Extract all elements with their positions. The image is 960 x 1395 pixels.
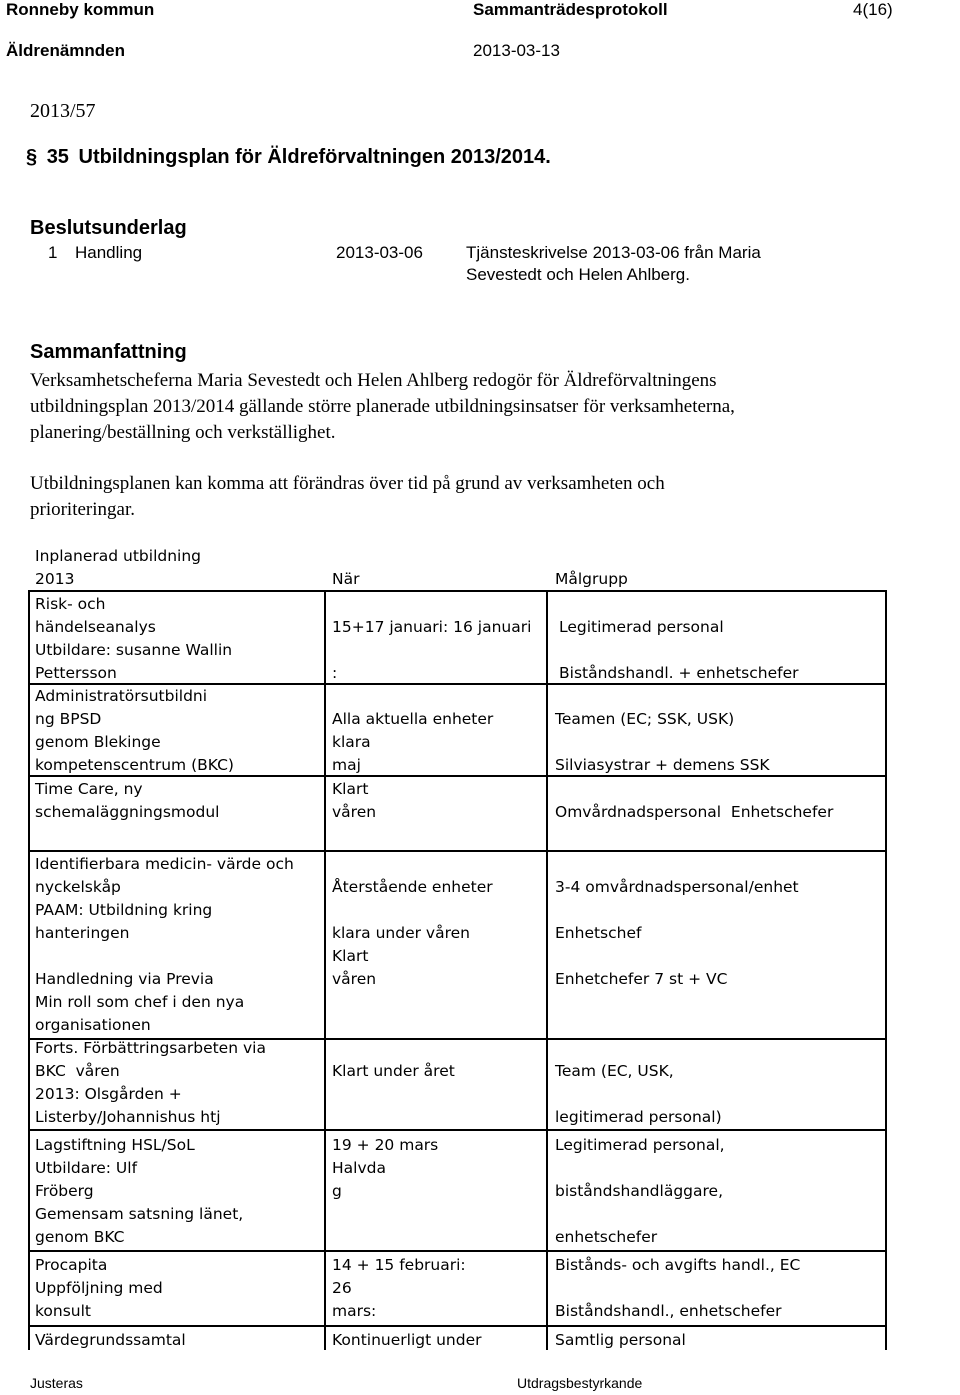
cell-line: Gemensam satsning länet, [35, 1205, 244, 1223]
cell-line [332, 899, 493, 922]
cell-line: Enhetschef [555, 924, 642, 942]
cell-line: Min roll som chef i den nya [35, 993, 245, 1011]
cell-line: Lagstiftning HSL/SoL [35, 1136, 195, 1154]
table-line [546, 590, 548, 1350]
cell-line [555, 945, 799, 968]
cell-line [555, 1157, 725, 1180]
cell-line: 26 [332, 1279, 352, 1297]
cell-line: Time Care, ny [35, 780, 143, 798]
cell-line [35, 945, 294, 968]
cell-line: klara [332, 733, 371, 751]
table-row-7-when [332, 1254, 466, 1323]
cell-line: Teamen (EC; SSK, USK) [555, 710, 735, 728]
cell-line: klara under våren [332, 924, 470, 942]
cell-line: Klart under året [332, 1062, 455, 1080]
cell-line: Värdegrundssamtal [35, 1331, 186, 1349]
cell-line: Enhetchefer 7 st + VC [555, 970, 728, 988]
cell-line: Fröberg [35, 1182, 94, 1200]
cell-line: kompetenscentrum (BKC) [35, 756, 234, 774]
cell-line: g [332, 1182, 342, 1200]
column-header-when: När [332, 570, 360, 588]
table-row-5-course [35, 1037, 266, 1129]
cell-line: våren [332, 803, 377, 821]
cell-line: enhetschefer [555, 1228, 658, 1246]
cell-line: PAAM: Utbildning kring [35, 901, 213, 919]
table-line [28, 1250, 886, 1252]
cell-line: 3-4 omvårdnadspersonal/enhet [555, 878, 799, 896]
cell-line [559, 639, 799, 662]
table-line [324, 590, 326, 1350]
cell-line: Halvda [332, 1159, 386, 1177]
table-row-4-target [555, 853, 799, 991]
cell-line: Samtlig personal [555, 1331, 686, 1349]
cell-line [332, 853, 493, 876]
cell-line: Legitimerad personal, [555, 1136, 725, 1154]
cell-line: Utbildare: susanne Wallin [35, 641, 233, 659]
table-row-3-target [555, 778, 833, 824]
section-heading [26, 146, 551, 169]
footer-initials-label: Justeras [30, 1375, 83, 1391]
table-row-2-when [332, 685, 493, 777]
summary-p1-line: utbildningsplan 2013/2014 gällande större planerade utbildningsinsatser för verksamheterna, [30, 396, 735, 417]
table-row-6-when [332, 1134, 438, 1203]
table-line [28, 590, 886, 592]
table-row-6-course [35, 1134, 243, 1249]
table-row-6-target [555, 1134, 725, 1249]
summary-p1-line: Verksamhetscheferna Maria Sevestedt och Helen Ahlberg redogör för Äldreförvaltningens [30, 370, 717, 391]
table-line [28, 590, 30, 1350]
cell-line [555, 1037, 722, 1060]
table-row-8-target [555, 1329, 686, 1352]
table-line [28, 1325, 886, 1327]
cell-line: Biståndshandl., enhetschefer [555, 1302, 782, 1320]
summary-heading: Sammanfattning [30, 341, 187, 363]
cell-line [332, 1037, 455, 1060]
basis-item-number: 1 [48, 243, 58, 262]
cell-line: 2013: Olsgården + [35, 1085, 182, 1103]
table-row-4-when [332, 853, 493, 991]
meeting-date: 2013-03-13 [473, 41, 560, 60]
cell-line [332, 593, 531, 616]
table-row-1-when [332, 593, 531, 685]
table-row-3-course [35, 778, 219, 824]
cell-line: Listerby/Johannishus htj [35, 1108, 221, 1126]
cell-line: Forts. Förbättringsarbeten via [35, 1039, 266, 1057]
table-row-5-target [555, 1037, 722, 1129]
basis-item-description-line2: Sevestedt och Helen Ahlberg. [466, 265, 690, 284]
cell-line [555, 685, 770, 708]
table-row-3-when [332, 778, 376, 824]
cell-line: händelseanalys [35, 618, 156, 636]
cell-line: Team (EC, USK, [555, 1062, 674, 1080]
cell-line: Biståndshandl. + enhetschefer [559, 664, 799, 682]
table-row-2-target [555, 685, 770, 777]
cell-line: genom BKC [35, 1228, 125, 1246]
municipality-name: Ronneby kommun [6, 0, 155, 19]
cell-line: mars: [332, 1302, 377, 1320]
page-number: 4(16) [853, 0, 893, 19]
table-row-8-course [35, 1329, 186, 1352]
section-symbol: § [26, 146, 38, 168]
table-row-7-target [555, 1254, 800, 1323]
basis-item-type: Handling [75, 243, 143, 262]
cell-line: Administratörsutbildni [35, 687, 208, 705]
table-caption: Inplanerad utbildning [35, 547, 202, 565]
cell-line [555, 778, 833, 801]
cell-line [555, 731, 770, 754]
basis-item-description-line1: Tjänsteskrivelse 2013-03-06 från Maria [466, 243, 761, 262]
cell-line: organisationen [35, 1016, 151, 1034]
cell-line: maj [332, 756, 361, 774]
cell-line: Återstående enheter [332, 878, 493, 896]
table-row-1-course [35, 593, 232, 685]
cell-line [332, 685, 493, 708]
cell-line: genom Blekinge [35, 733, 161, 751]
table-row-8-when [332, 1329, 482, 1352]
summary-paragraph-2 [30, 471, 665, 523]
cell-line: hanteringen [35, 924, 130, 942]
cell-line: biståndshandläggare, [555, 1182, 723, 1200]
summary-paragraph-1 [30, 368, 735, 446]
cell-line: Handledning via Previa [35, 970, 214, 988]
cell-line: 14 + 15 februari: [332, 1256, 466, 1274]
table-row-4-course [35, 853, 294, 1037]
cell-line [555, 1277, 800, 1300]
cell-line: legitimerad personal) [555, 1108, 722, 1126]
cell-line [555, 853, 799, 876]
document-type: Sammanträdesprotokoll [473, 0, 668, 19]
cell-line: Risk- och [35, 595, 106, 613]
cell-line [555, 1203, 725, 1226]
cell-line: Pettersson [35, 664, 117, 682]
cell-line: BKC våren [35, 1062, 120, 1080]
cell-line: Alla aktuella enheter [332, 710, 494, 728]
table-line [28, 1129, 886, 1131]
summary-p1-line: planering/beställning och verkställighet. [30, 422, 336, 443]
board-name: Äldrenämnden [6, 41, 126, 60]
summary-p2-line: Utbildningsplanen kan komma att förändras över tid på grund av verksamheten och [30, 473, 665, 494]
basis-item-date: 2013-03-06 [336, 243, 423, 262]
cell-line [559, 593, 799, 616]
cell-line: Utbildare: Ulf [35, 1159, 138, 1177]
cell-line: 15+17 januari: 16 januari [332, 618, 532, 636]
table-row-2-course [35, 685, 234, 777]
summary-p2-line: prioriteringar. [30, 499, 135, 520]
cell-line: Kontinuerligt under [332, 1331, 482, 1349]
table-line [28, 850, 886, 852]
cell-line: nyckelskåp [35, 878, 121, 896]
table-line [885, 590, 887, 1350]
table-row-1-target [559, 593, 799, 685]
cell-line: våren [332, 970, 377, 988]
cell-line: Uppföljning med [35, 1279, 163, 1297]
cell-line: : [332, 664, 338, 682]
cell-line: Identifierbara medicin- värde och [35, 855, 294, 873]
footer-certification-label: Utdragsbestyrkande [517, 1375, 643, 1391]
column-header-year: 2013 [35, 570, 75, 588]
cell-line: Omvårdnadspersonal Enhetschefer [555, 803, 834, 821]
cell-line: Bistånds- och avgifts handl., EC [555, 1256, 801, 1274]
section-number: 35 [46, 146, 69, 168]
table-row-7-course [35, 1254, 163, 1323]
cell-line: schemaläggningsmodul [35, 803, 220, 821]
basis-heading: Beslutsunderlag [30, 217, 187, 239]
cell-line: Klart [332, 947, 369, 965]
cell-line [332, 639, 531, 662]
cell-line [555, 1083, 722, 1106]
cell-line: ng BPSD [35, 710, 102, 728]
table-row-5-when [332, 1037, 455, 1083]
cell-line: Procapita [35, 1256, 108, 1274]
cell-line: Klart [332, 780, 369, 798]
column-header-target-group: Målgrupp [555, 570, 628, 588]
cell-line [555, 899, 799, 922]
cell-line: Legitimerad personal [559, 618, 724, 636]
section-title: Utbildningsplan för Äldreförvaltningen 2013/2014. [78, 146, 551, 168]
cell-line: konsult [35, 1302, 92, 1320]
case-number: 2013/57 [30, 100, 96, 122]
cell-line: Silviasystrar + demens SSK [555, 756, 770, 774]
cell-line: 19 + 20 mars [332, 1136, 439, 1154]
